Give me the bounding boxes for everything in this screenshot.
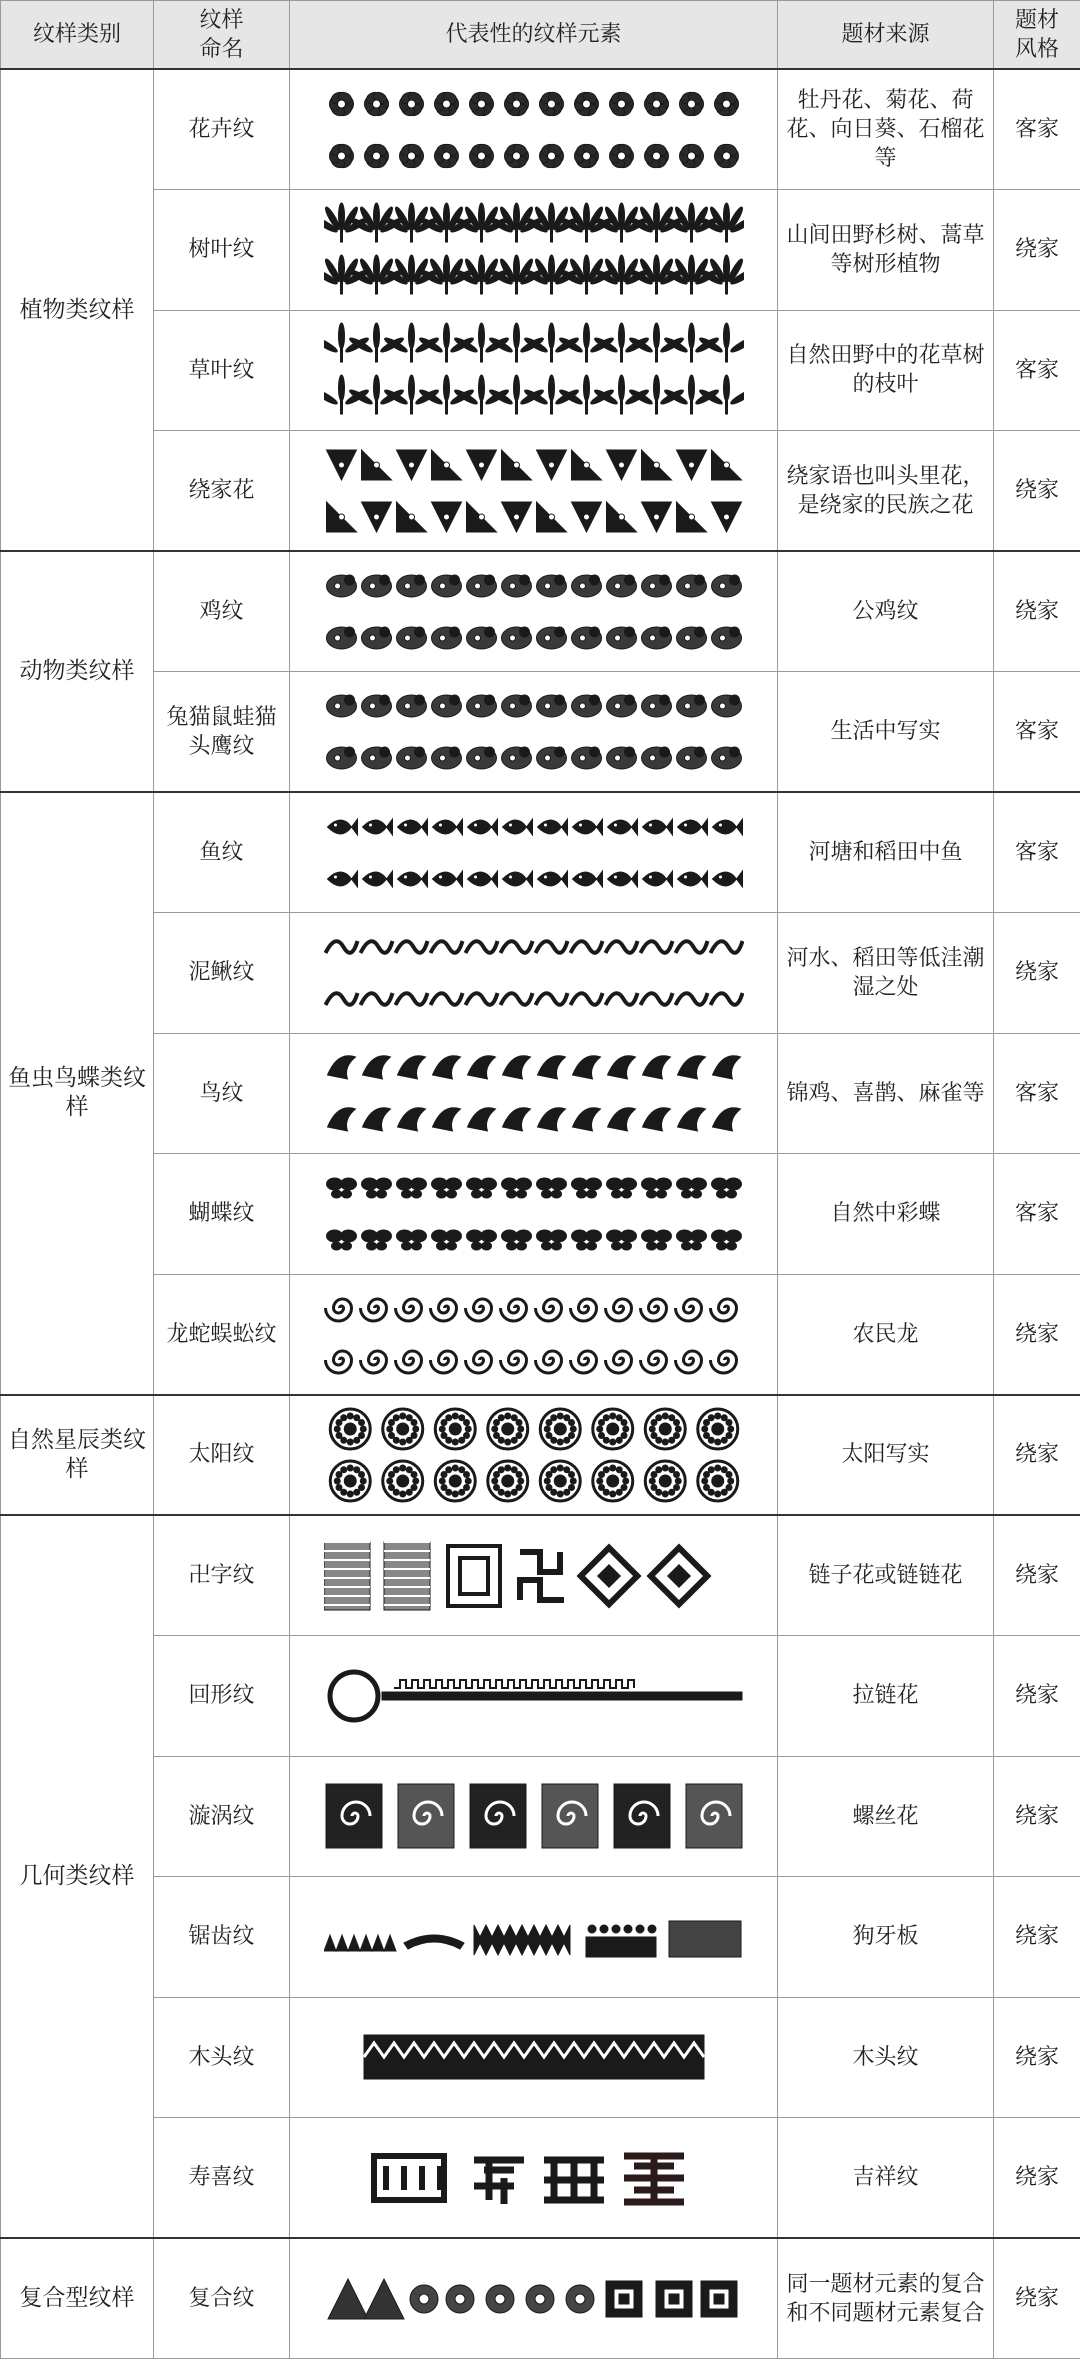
table-row (1, 190, 1080, 311)
fret-pattern-image (324, 1644, 744, 1748)
pattern-name-cell: 寿喜纹 (154, 2118, 290, 2239)
table-row (1, 1033, 1080, 1154)
fish-pattern-image (324, 801, 744, 905)
swastika-pattern-image (324, 1524, 744, 1628)
grass-pattern-image (324, 318, 744, 422)
table-row (1, 2238, 1080, 2359)
style-cell: 客家 (994, 1033, 1080, 1154)
table-row (1, 1515, 1080, 1636)
pattern-name-cell: 复合纹 (154, 2238, 290, 2359)
header-row (1, 1, 1080, 70)
category-cell: 植物类纹样 (1, 69, 154, 551)
style-cell: 绕家 (994, 1756, 1080, 1877)
pattern-elements-cell (290, 1154, 778, 1275)
vortex-pattern-image (324, 1764, 744, 1868)
style-cell: 绕家 (994, 190, 1080, 311)
pattern-name-cell: 鱼纹 (154, 792, 290, 913)
table-row (1, 69, 1080, 190)
source-cell: 太阳写实 (778, 1395, 994, 1516)
pattern-name-cell: 龙蛇蜈蚣纹 (154, 1274, 290, 1395)
table-row (1, 310, 1080, 431)
source-cell: 链子花或链链花 (778, 1515, 994, 1636)
butterfly-pattern-image (324, 1162, 744, 1266)
style-cell: 绕家 (994, 2238, 1080, 2359)
source-cell: 狗牙板 (778, 1877, 994, 1998)
pattern-name-cell: 木头纹 (154, 1997, 290, 2118)
style-cell: 绕家 (994, 1997, 1080, 2118)
pattern-name-cell: 鸟纹 (154, 1033, 290, 1154)
source-cell: 木头纹 (778, 1997, 994, 2118)
wood-pattern-image (324, 2005, 744, 2109)
spiral-pattern-image (324, 1282, 744, 1386)
source-cell: 吉祥纹 (778, 2118, 994, 2239)
source-cell: 山间田野杉树、蒿草等树形植物 (778, 190, 994, 311)
pattern-elements-cell (290, 913, 778, 1034)
style-cell: 客家 (994, 672, 1080, 793)
header-name: 纹样 命名 (154, 1, 290, 70)
bird-pattern-image (324, 1041, 744, 1145)
pattern-name-cell: 卍字纹 (154, 1515, 290, 1636)
pattern-elements-cell (290, 672, 778, 793)
pattern-elements-cell (290, 1395, 778, 1516)
leaf-pattern-image (324, 198, 744, 302)
pattern-name-cell: 鸡纹 (154, 551, 290, 672)
table-row (1, 1877, 1080, 1998)
pattern-name-cell: 兔猫鼠蛙猫头鹰纹 (154, 672, 290, 793)
wave-pattern-image (324, 921, 744, 1025)
pattern-name-cell: 锯齿纹 (154, 1877, 290, 1998)
style-cell: 绕家 (994, 1877, 1080, 1998)
style-cell: 绕家 (994, 1636, 1080, 1757)
style-cell: 绕家 (994, 2118, 1080, 2239)
source-cell: 河水、稻田等低洼潮湿之处 (778, 913, 994, 1034)
pattern-name-cell: 花卉纹 (154, 69, 290, 190)
source-cell: 拉链花 (778, 1636, 994, 1757)
table-row (1, 792, 1080, 913)
header-source: 题材来源 (778, 1, 994, 70)
table-row (1, 1997, 1080, 2118)
style-cell: 客家 (994, 1154, 1080, 1275)
mixed-pattern-image (324, 2247, 744, 2351)
pattern-name-cell: 太阳纹 (154, 1395, 290, 1516)
flower-pattern-image (324, 78, 744, 182)
source-cell: 农民龙 (778, 1274, 994, 1395)
source-cell: 锦鸡、喜鹊、麻雀等 (778, 1033, 994, 1154)
pattern-name-cell: 绕家花 (154, 431, 290, 552)
table-row (1, 1756, 1080, 1877)
pattern-elements-cell (290, 1877, 778, 1998)
source-cell: 牡丹花、菊花、荷花、向日葵、石榴花等 (778, 69, 994, 190)
category-cell: 自然星辰类纹样 (1, 1395, 154, 1516)
style-cell: 客家 (994, 69, 1080, 190)
table-row (1, 913, 1080, 1034)
style-cell: 客家 (994, 792, 1080, 913)
pattern-elements-cell (290, 310, 778, 431)
pattern-elements-cell (290, 190, 778, 311)
pattern-elements-cell (290, 1274, 778, 1395)
source-cell: 绕家语也叫头里花，是绕家的民族之花 (778, 431, 994, 552)
style-cell: 客家 (994, 310, 1080, 431)
table-row (1, 431, 1080, 552)
table-row (1, 1395, 1080, 1516)
table-row (1, 551, 1080, 672)
category-cell: 动物类纹样 (1, 551, 154, 792)
category-cell: 鱼虫鸟蝶类纹样 (1, 792, 154, 1395)
source-cell: 自然田野中的花草树的枝叶 (778, 310, 994, 431)
pattern-elements-cell (290, 69, 778, 190)
style-cell: 绕家 (994, 1274, 1080, 1395)
pattern-name-cell: 草叶纹 (154, 310, 290, 431)
category-cell: 复合型纹样 (1, 2238, 154, 2359)
table-row (1, 2118, 1080, 2239)
pattern-elements-cell (290, 1756, 778, 1877)
source-cell: 公鸡纹 (778, 551, 994, 672)
source-cell: 生活中写实 (778, 672, 994, 793)
pattern-elements-cell (290, 1997, 778, 2118)
source-cell: 螺丝花 (778, 1756, 994, 1877)
header-category: 纹样类别 (1, 1, 154, 70)
blob-pattern-image (324, 680, 744, 784)
pattern-elements-cell (290, 431, 778, 552)
table-row (1, 1154, 1080, 1275)
tri-pattern-image (324, 439, 744, 543)
style-cell: 绕家 (994, 913, 1080, 1034)
category-cell: 几何类纹样 (1, 1515, 154, 2238)
pattern-elements-cell (290, 2238, 778, 2359)
table-row (1, 672, 1080, 793)
char-pattern-image (324, 2126, 744, 2230)
pattern-name-cell: 树叶纹 (154, 190, 290, 311)
source-cell: 河塘和稻田中鱼 (778, 792, 994, 913)
pattern-name-cell: 蝴蝶纹 (154, 1154, 290, 1275)
pattern-elements-cell (290, 1636, 778, 1757)
source-cell: 自然中彩蝶 (778, 1154, 994, 1275)
style-cell: 绕家 (994, 551, 1080, 672)
blob-pattern-image (324, 560, 744, 664)
style-cell: 绕家 (994, 1515, 1080, 1636)
sun-pattern-image (324, 1403, 744, 1507)
saw-pattern-image (324, 1885, 744, 1989)
pattern-elements-cell (290, 2118, 778, 2239)
pattern-name-cell: 漩涡纹 (154, 1756, 290, 1877)
pattern-elements-cell (290, 551, 778, 672)
pattern-name-cell: 回形纹 (154, 1636, 290, 1757)
header-style: 题材 风格 (994, 1, 1080, 70)
style-cell: 绕家 (994, 1395, 1080, 1516)
table-row (1, 1274, 1080, 1395)
style-cell: 绕家 (994, 431, 1080, 552)
pattern-name-cell: 泥鳅纹 (154, 913, 290, 1034)
pattern-elements-cell (290, 1515, 778, 1636)
header-elements: 代表性的纹样元素 (290, 1, 778, 70)
table-row (1, 1636, 1080, 1757)
source-cell: 同一题材元素的复合和不同题材元素复合 (778, 2238, 994, 2359)
pattern-elements-cell (290, 792, 778, 913)
pattern-elements-cell (290, 1033, 778, 1154)
